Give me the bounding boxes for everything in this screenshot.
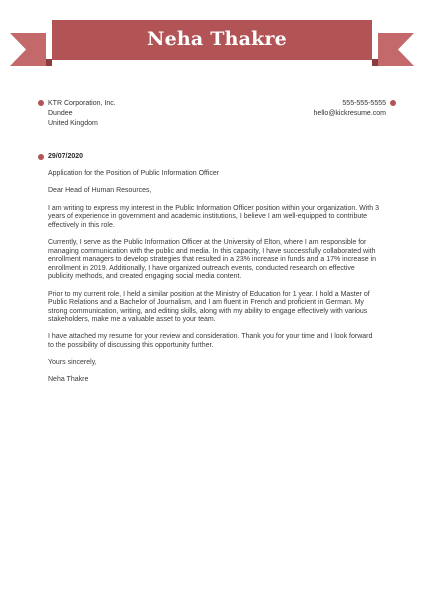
recipient-country: United Kingdom [48,120,98,127]
recipient-city: Dundee [48,110,73,117]
salutation: Dear Head of Human Resources, [48,187,152,195]
letter-subject: Application for the Position of Public Information Officer [48,170,220,178]
paragraph: I have attached my resume for your review and consideration. Thank you for your time and I look forward to the possibility of discussing this opportunity further. [48,333,373,350]
recipient-company: KTR Corporation, Inc. [48,100,116,107]
ribbon-left-tail [10,33,46,66]
recipient-address [48,99,116,129]
date-bullet-icon [38,154,44,160]
ribbon-right-tail [378,33,414,66]
contact-bullet-icon [390,100,396,106]
signature: Neha Thakre [48,376,89,384]
letter-date: 29/07/2020 [48,153,84,160]
paragraph: Currently, I serve as the Public Information Officer at the University of Elton, where I am responsible for managing communication with the public and media. In this capacity, I have successfully collaborated with enrollment managers to develop strategies that resulted in a 23% increase in funds and a 17% increase in enrollment in 2019. Additionally, I have organized outreach events, conducted research on effective publicity methods, and created engaging social media content. [48,238,377,281]
contact-info [314,99,386,119]
header-ribbon [0,0,424,80]
contact-email: hello@kickresume.com [313,110,386,117]
applicant-name: Neha Thakre [147,28,287,50]
paragraph: I am writing to express my interest in the Public Information Officer position within your organization. With 3 years of experience in government and academic institutions, I believe I am well-equipped to contribute effectively in this role. [48,204,379,229]
ribbon-left-fold [46,59,52,66]
recipient-bullet-icon [38,100,44,106]
contact-phone: 555-555-5555 [342,100,386,107]
ribbon-right-fold [372,59,378,66]
closing: Yours sincerely, [48,359,97,367]
letter-body [48,153,380,394]
paragraph: Prior to my current role, I held a similar position at the Ministry of Education for 1 year. I hold a Master of Public Relations and a Bachelor of Journalism, and I am fluent in French and proficient in German. My strong communication, writing, and editing skills, along with my ability to engage effectively with various stakeholders, make me a valuable asset to your team. [48,290,370,324]
